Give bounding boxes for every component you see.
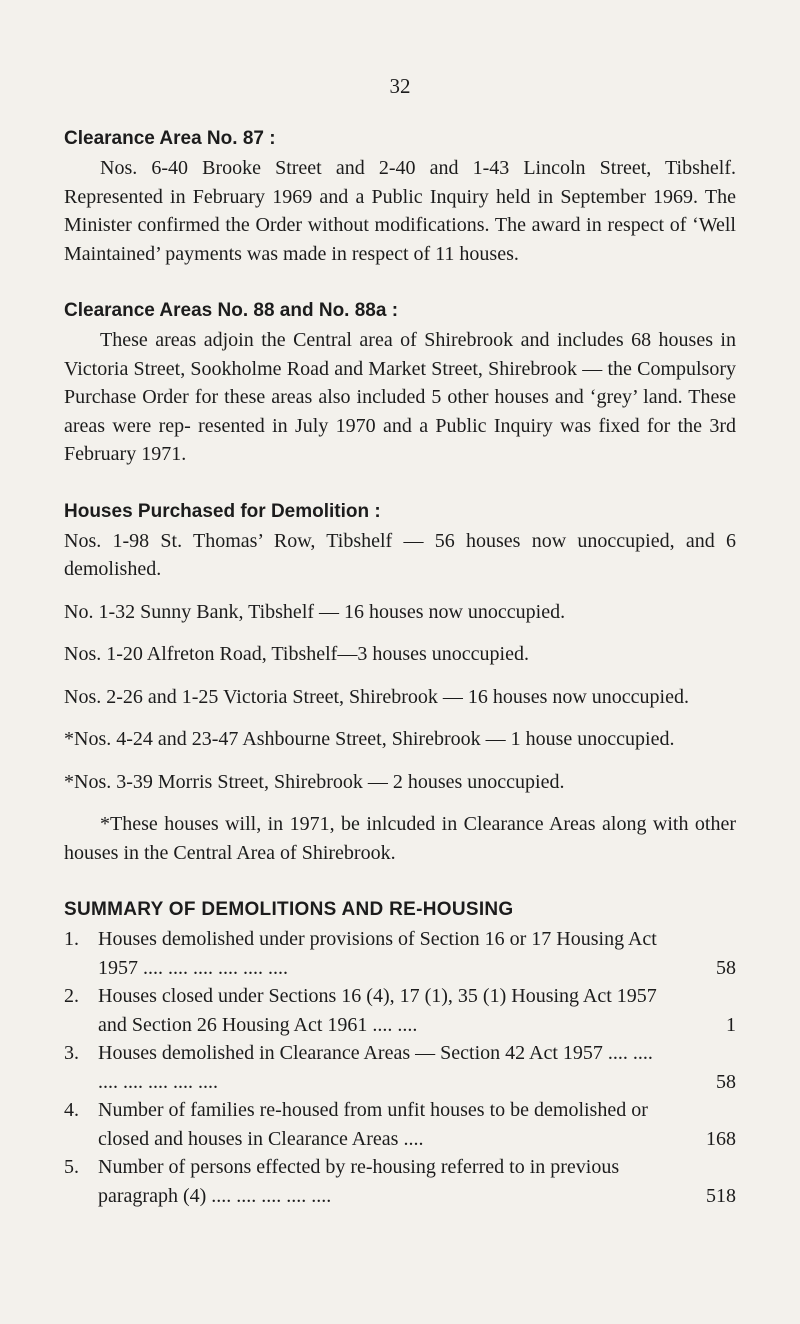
- summary-item-text: Houses demolished in Clearance Areas — Section 42 Act 1957 .... .... .... .... .... .... ....: [98, 1042, 653, 1093]
- summary-item-value: 58: [716, 1070, 736, 1093]
- summary-heading: SUMMARY OF DEMOLITIONS AND RE-HOUSING: [64, 899, 514, 920]
- summary-item: [64, 982, 736, 1039]
- clearance-area-88-heading: Clearance Areas No. 88 and No. 88a :: [64, 300, 399, 321]
- summary-item-value: 518: [706, 1184, 736, 1207]
- summary-item-number: 3.: [64, 1042, 79, 1064]
- purchased-item: *Nos. 3-39 Morris Street, Shirebrook — 2 houses unoccupied.: [64, 770, 565, 793]
- summary-item-text: Houses closed under Sections 16 (4), 17 (1), 35 (1) Housing Act 1957 and Section 26 Housing Act 1961 .... ....: [98, 985, 657, 1036]
- summary-item-number: 1.: [64, 928, 79, 950]
- summary-item-value: 1: [726, 1013, 736, 1036]
- summary-item-value: 168: [706, 1127, 736, 1150]
- summary-item: [64, 1153, 736, 1210]
- purchased-item: No. 1-32 Sunny Bank, Tibshelf — 16 houses now unoccupied.: [64, 600, 566, 623]
- clearance-area-87-heading: Clearance Area No. 87 :: [64, 128, 276, 149]
- summary-section: [64, 895, 736, 1210]
- purchased-item: *Nos. 4-24 and 23-47 Ashbourne Street, Shirebrook — 1 house unoccupied.: [64, 728, 675, 750]
- houses-purchased-heading: Houses Purchased for Demolition :: [64, 500, 381, 522]
- summary-item: [64, 1039, 736, 1096]
- page-number: 32: [389, 74, 411, 98]
- summary-item: [64, 1096, 736, 1153]
- clearance-area-87-section: [64, 124, 736, 268]
- summary-item-number: 4.: [64, 1099, 79, 1121]
- summary-item-text: Houses demolished under provisions of Section 16 or 17 Housing Act 1957 .... .... .... .... .... ....: [98, 928, 657, 979]
- summary-list: [64, 925, 736, 1210]
- summary-item-number: 2.: [64, 985, 79, 1007]
- summary-item: [64, 925, 736, 982]
- purchased-footnote: *These houses will, in 1971, be inlcuded in Clearance Areas along with other houses in the Central Area of Shirebrook.: [64, 813, 736, 864]
- houses-purchased-section: [64, 497, 736, 868]
- purchased-item: Nos. 1-98 St. Thomas’ Row, Tibshelf — 56 houses now unoccupied, and 6 demolished.: [64, 529, 736, 580]
- clearance-area-88-section: [64, 296, 736, 469]
- clearance-area-87-text: Nos. 6-40 Brooke Street and 2-40 and 1-43 Lincoln Street, Tibshelf. Represented in February 1969 and a Public Inquiry held in September 1969. The Minister confirmed the Order without modifications. The award in respect of ‘Well Maintained’ payments was made in respect of 11 houses.: [64, 157, 736, 265]
- clearance-area-88-text: These areas adjoin the Central area of Shirebrook and includes 68 houses in Victoria Street, Sookholme Road and Market Street, Shirebrook — the Compulsory Purchase Order for these areas also included 5 other houses and ‘grey’ land. These areas were rep- resented in July 1970 and a Public Inquiry was fixed for the 3rd February 1971.: [64, 329, 736, 465]
- summary-item-text: Number of persons effected by re-housing referred to in previous paragraph (4) .... .... .... .... ....: [98, 1156, 620, 1207]
- document-body: [64, 124, 736, 1238]
- purchased-item: Nos. 2-26 and 1-25 Victoria Street, Shirebrook — 16 houses now unoccupied.: [64, 685, 689, 708]
- summary-item-text: Number of families re-housed from unfit houses to be demolished or closed and houses in Clearance Areas ....: [98, 1099, 648, 1150]
- summary-item-value: 58: [716, 956, 736, 979]
- purchased-item: Nos. 1-20 Alfreton Road, Tibshelf—3 houses unoccupied.: [64, 643, 529, 665]
- summary-item-number: 5.: [64, 1156, 79, 1178]
